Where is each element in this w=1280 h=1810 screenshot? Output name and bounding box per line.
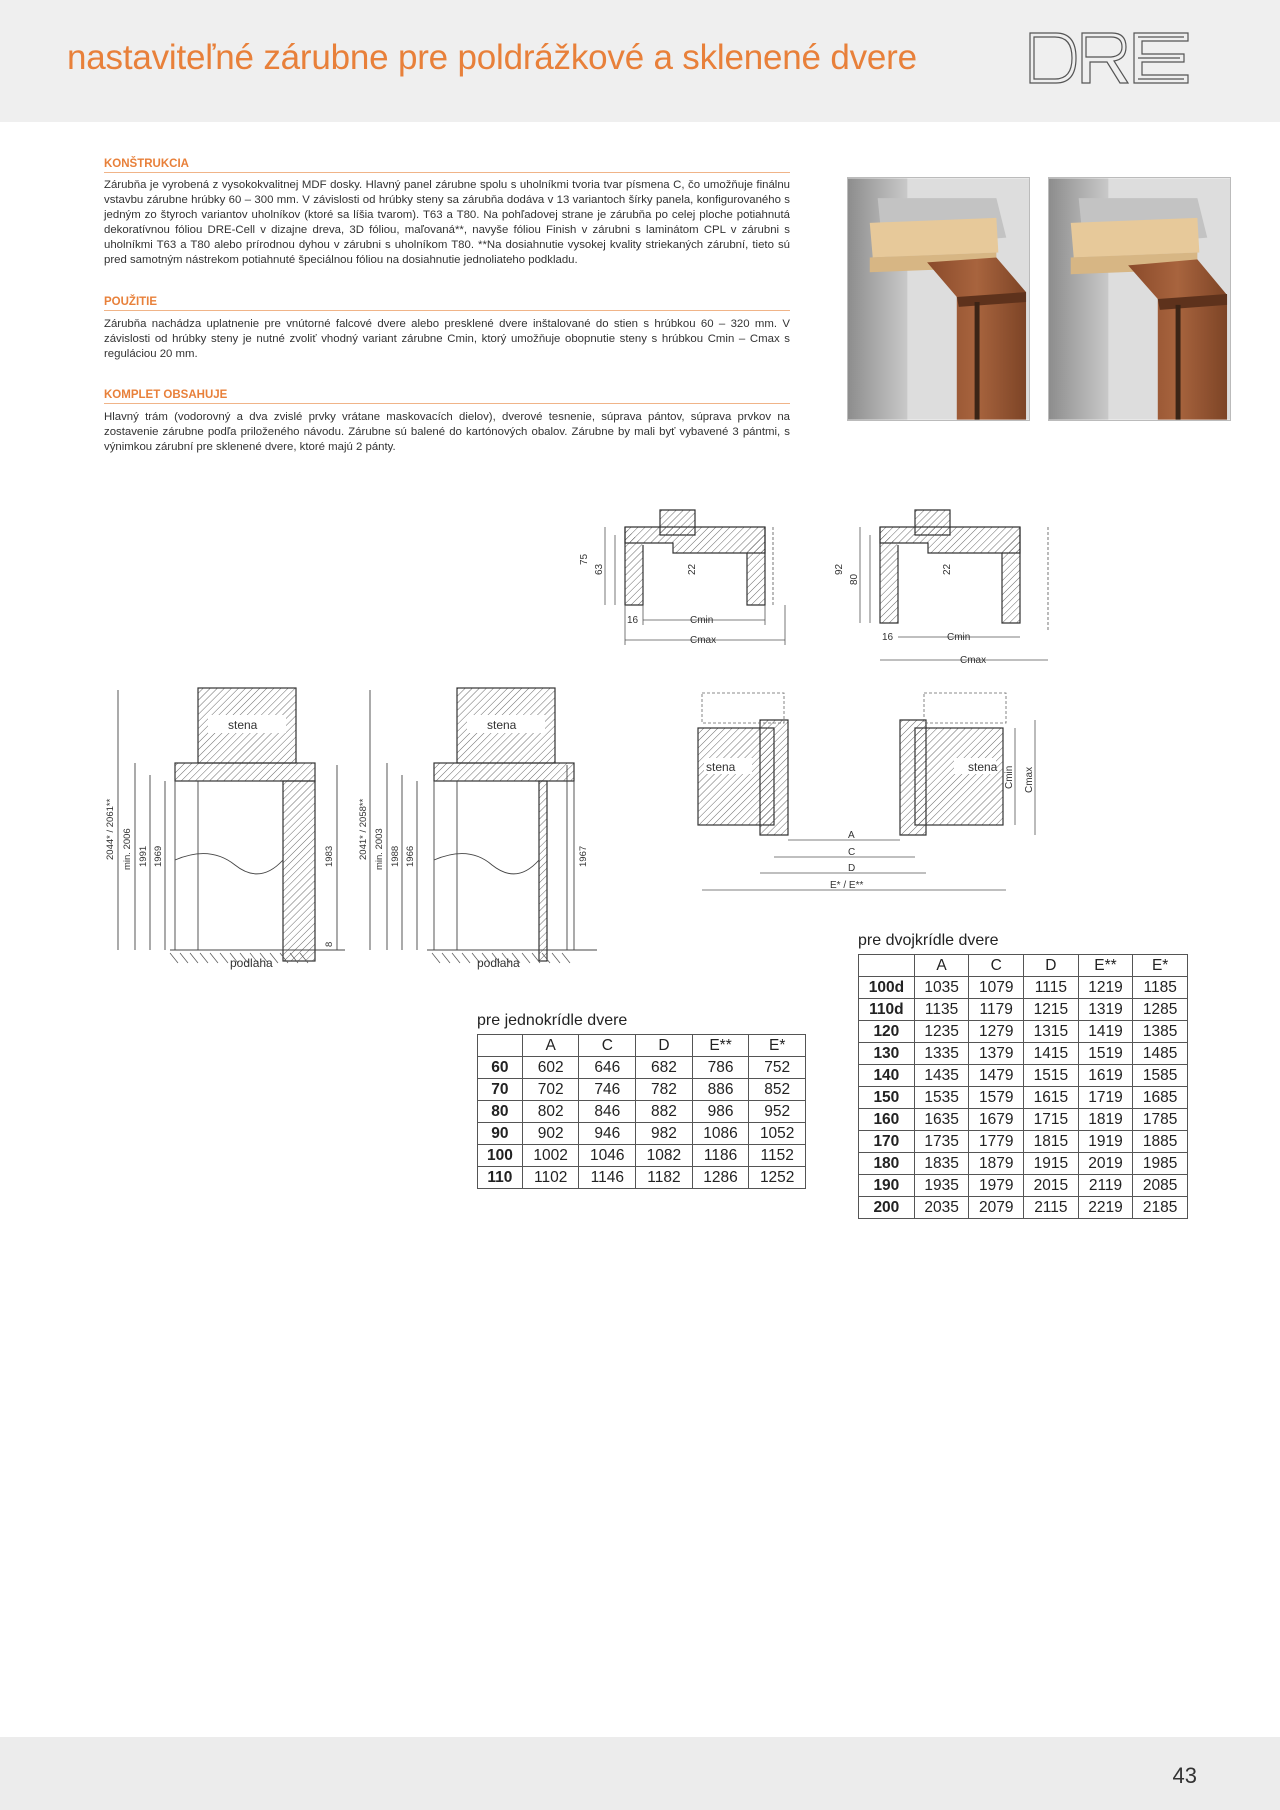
table-cell: 2079	[969, 1197, 1024, 1219]
table-cell: 1435	[914, 1065, 969, 1087]
table-row	[478, 1145, 806, 1167]
table-cell: 1979	[969, 1175, 1024, 1197]
table-cell: 1419	[1078, 1021, 1133, 1043]
table-row	[859, 1043, 1188, 1065]
page-footer	[0, 1737, 1280, 1810]
table-cell: 1815	[1024, 1131, 1079, 1153]
height-total: 2044* / 2061**	[105, 798, 116, 860]
table-cell: 1785	[1133, 1109, 1188, 1131]
frame-corner-image	[848, 178, 1029, 420]
table-cell: 1315	[1024, 1021, 1079, 1043]
table-cell: 1515	[1024, 1065, 1079, 1087]
table-cell: 1235	[914, 1021, 969, 1043]
wall-label-left: stena	[706, 760, 736, 774]
table-cell: 1079	[969, 977, 1024, 999]
table-cell: 952	[749, 1101, 806, 1123]
pouzitie-text: Zárubňa nachádza uplatnenie pre vnútorné falcové dvere alebo presklené dvere inštalované do stien s hrúbkou 60 – 320 mm. V závislosti od hrúbky steny je nutné zvoliť vhodný variant zárubne Cmin, ktorý umožňuje obopnutie steny s hrúbkou Cmin – Cmax s reguláciou 20 mm.	[104, 318, 790, 360]
table-cell: 1285	[1133, 999, 1188, 1021]
table-cell: 1819	[1078, 1109, 1133, 1131]
table-row	[859, 1087, 1188, 1109]
table-cell: 1186	[692, 1145, 749, 1167]
elevation-diagram-t63	[100, 685, 345, 985]
table-row	[478, 1057, 806, 1079]
height-min: min. 2006	[122, 828, 133, 870]
double-door-table-caption: pre dvojkrídle dvere	[858, 932, 999, 949]
table-row	[859, 1153, 1188, 1175]
column-header: C	[969, 955, 1024, 977]
table-cell: 2115	[1024, 1197, 1079, 1219]
dim-16: 16	[882, 632, 894, 643]
column-header	[478, 1035, 523, 1057]
row-header-cell: 140	[859, 1065, 915, 1087]
elevation-diagram-t80	[358, 685, 597, 985]
row-header-cell: 130	[859, 1043, 915, 1065]
table-cell: 1035	[914, 977, 969, 999]
table-row	[478, 1079, 806, 1101]
dim-22: 22	[942, 563, 953, 575]
plan-diagram	[690, 685, 1050, 900]
table-row	[859, 999, 1188, 1021]
table-cell: 1535	[914, 1087, 969, 1109]
table-row	[859, 1197, 1188, 1219]
table-cell: 1115	[1024, 977, 1079, 999]
table-cell: 1885	[1133, 1131, 1188, 1153]
table-header-row	[478, 1035, 806, 1057]
table-cell: 2019	[1078, 1153, 1133, 1175]
frame-photo-t63	[847, 177, 1030, 421]
table-cell: 1152	[749, 1145, 806, 1167]
table-cell: 1052	[749, 1123, 806, 1145]
column-header: E*	[749, 1035, 806, 1057]
table-cell: 1082	[636, 1145, 693, 1167]
table-cell: 1615	[1024, 1087, 1079, 1109]
komplet-heading: KOMPLET OBSAHUJE	[104, 389, 790, 404]
pouzitie-heading: POUŽITIE	[104, 296, 790, 311]
table-cell: 1279	[969, 1021, 1024, 1043]
column-header: A	[914, 955, 969, 977]
dre-logo	[1028, 31, 1190, 85]
table-cell: 752	[749, 1057, 806, 1079]
table-cell: 1286	[692, 1167, 749, 1189]
table-cell: 746	[579, 1079, 636, 1101]
table-cell: 1185	[1133, 977, 1188, 999]
table-cell: 1379	[969, 1043, 1024, 1065]
row-header-cell: 110	[478, 1167, 523, 1189]
dim-16: 16	[627, 615, 639, 626]
table-cell: 1579	[969, 1087, 1024, 1109]
dim-80: 80	[849, 573, 860, 585]
table-cell: 946	[579, 1123, 636, 1145]
column-header: E**	[692, 1035, 749, 1057]
table-cell: 1715	[1024, 1109, 1079, 1131]
row-header-cell: 90	[478, 1123, 523, 1145]
table-cell: 1835	[914, 1153, 969, 1175]
table-row	[859, 1175, 1188, 1197]
table-cell: 902	[522, 1123, 579, 1145]
dim-22: 22	[687, 563, 698, 575]
page-number: 43	[1172, 1763, 1197, 1788]
dim-75: 75	[579, 553, 590, 565]
table-cell: 1215	[1024, 999, 1079, 1021]
height-1983: 1983	[324, 845, 335, 867]
column-header: E*	[1133, 955, 1188, 977]
table-cell: 1086	[692, 1123, 749, 1145]
dim-d: D	[848, 863, 856, 874]
table-cell: 886	[692, 1079, 749, 1101]
row-header-cell: 100	[478, 1145, 523, 1167]
dim-c: C	[848, 847, 856, 858]
dim-e: E* / E**	[830, 880, 864, 891]
table-cell: 782	[636, 1079, 693, 1101]
dim-cmin: Cmin	[690, 615, 714, 626]
table-cell: 2085	[1133, 1175, 1188, 1197]
table-cell: 1046	[579, 1145, 636, 1167]
table-cell: 602	[522, 1057, 579, 1079]
table-cell: 2219	[1078, 1197, 1133, 1219]
row-header-cell: 200	[859, 1197, 915, 1219]
table-cell: 1485	[1133, 1043, 1188, 1065]
dim-a: A	[848, 830, 855, 841]
table-cell: 1679	[969, 1109, 1024, 1131]
dim-cmax: Cmax	[690, 635, 717, 646]
dim-92: 92	[834, 563, 845, 575]
page-header	[0, 0, 1280, 122]
row-header-cell: 160	[859, 1109, 915, 1131]
table-cell: 682	[636, 1057, 693, 1079]
table-cell: 2035	[914, 1197, 969, 1219]
row-header-cell: 70	[478, 1079, 523, 1101]
height-1991: 1991	[138, 845, 149, 867]
column-header: C	[579, 1035, 636, 1057]
table-row	[478, 1167, 806, 1189]
table-row	[478, 1101, 806, 1123]
table-cell: 1519	[1078, 1043, 1133, 1065]
table-cell: 1479	[969, 1065, 1024, 1087]
table-cell: 1252	[749, 1167, 806, 1189]
table-cell: 986	[692, 1101, 749, 1123]
table-cell: 1735	[914, 1131, 969, 1153]
table-cell: 1319	[1078, 999, 1133, 1021]
row-header-cell: 100d	[859, 977, 915, 999]
wall-label-right: stena	[968, 760, 998, 774]
table-cell: 1619	[1078, 1065, 1133, 1087]
row-header-cell: 150	[859, 1087, 915, 1109]
table-cell: 1385	[1133, 1021, 1188, 1043]
row-header-cell: 60	[478, 1057, 523, 1079]
table-cell: 982	[636, 1123, 693, 1145]
table-cell: 1935	[914, 1175, 969, 1197]
height-min: min. 2003	[374, 828, 385, 870]
floor-label: podlaha	[230, 956, 273, 970]
table-cell: 1102	[522, 1167, 579, 1189]
row-header-cell: 80	[478, 1101, 523, 1123]
table-cell: 2015	[1024, 1175, 1079, 1197]
height-1967: 1967	[578, 845, 589, 867]
column-header: E**	[1078, 955, 1133, 977]
table-cell: 846	[579, 1101, 636, 1123]
table-row	[859, 1065, 1188, 1087]
table-cell: 1146	[579, 1167, 636, 1189]
row-header-cell: 190	[859, 1175, 915, 1197]
table-cell: 646	[579, 1057, 636, 1079]
height-1966: 1966	[405, 845, 416, 867]
column-header: A	[522, 1035, 579, 1057]
table-cell: 1002	[522, 1145, 579, 1167]
konstrukcia-text: Zárubňa je vyrobená z vysokokvalitnej MDF dosky. Hlavný panel zárubne spolu s uholníkmi tvoria tvar písmena C, čo umožňuje finálnu vstavbu zárubne hrúbky 60 – 300 mm. V závislosti od hrúbky steny sa zárubňa dodáva v 13 variantoch šírky panela, konfigurovaného s jedným zo štyroch variantov uholníkov (ktoré sa líšia tvarom). T63 a T80. Na pohľadovej strane je zárubňa po celej ploche potiahnutá dekoratívnou fóliou DRE-Cell v dizajne dreva, 3D fóliou, maľovaná**, navyše fóliou Finish v zárubni s laminátom CPL v zárubni s uholníkmi T63 a T80 alebo prírodnou dyhou v zárubni s uholníkom T80. **Na dosiahnutie vysokej kvality striekaných zárubní, tieto sú pred samotným nástrekom potiahnuté špeciálnou fóliou na dosiahnutie jednoliateho podkladu.	[104, 179, 790, 266]
wall-label: stena	[228, 718, 258, 732]
table-cell: 1635	[914, 1109, 969, 1131]
dim-cmin: Cmin	[947, 632, 971, 643]
single-door-table-caption: pre jednokrídle dvere	[477, 1012, 628, 1029]
column-header	[859, 955, 915, 977]
table-row	[859, 1021, 1188, 1043]
table-cell: 1719	[1078, 1087, 1133, 1109]
dim-cmax: Cmax	[1024, 766, 1035, 793]
komplet-text: Hlavný trám (vodorovný a dva zvislé prvky vrátane maskovacích dielov), dverové tesnenie, súprava pántov, súprava prvkov na zostavenie zárubne podľa priloženého návodu. Zárubne sú balené do kartónových obalov. Zárubne by mali byť vybavené 3 pántmi, s výnimkou zárubní pre sklenené dvere, ktoré majú 2 pánty.	[104, 411, 790, 453]
row-header-cell: 110d	[859, 999, 915, 1021]
height-total: 2041* / 2058**	[358, 798, 369, 860]
profile-diagram-t80	[830, 505, 1075, 675]
table-cell: 786	[692, 1057, 749, 1079]
table-cell: 1585	[1133, 1065, 1188, 1087]
dim-63: 63	[594, 563, 605, 575]
table-row	[478, 1123, 806, 1145]
table-cell: 1879	[969, 1153, 1024, 1175]
gap-8: 8	[324, 941, 335, 947]
table-cell: 1335	[914, 1043, 969, 1065]
column-header: D	[1024, 955, 1079, 977]
single-door-table	[477, 1034, 806, 1189]
table-cell: 852	[749, 1079, 806, 1101]
frame-photo-t80	[1048, 177, 1231, 421]
table-cell: 802	[522, 1101, 579, 1123]
table-cell: 1779	[969, 1131, 1024, 1153]
double-door-table	[858, 954, 1188, 1219]
height-1969: 1969	[153, 845, 164, 867]
dim-cmax: Cmax	[960, 655, 987, 666]
page-title: nastaviteľné zárubne pre poldrážkové a sklenené dvere	[67, 38, 917, 77]
row-header-cell: 120	[859, 1021, 915, 1043]
table-cell: 702	[522, 1079, 579, 1101]
frame-corner-image	[1049, 178, 1230, 420]
konstrukcia-heading: KONŠTRUKCIA	[104, 158, 790, 173]
table-row	[859, 1131, 1188, 1153]
floor-label: podlaha	[477, 956, 520, 970]
profile-diagram-t63	[575, 505, 820, 675]
table-cell: 1219	[1078, 977, 1133, 999]
height-1988: 1988	[390, 845, 401, 867]
wall-label: stena	[487, 718, 517, 732]
table-row	[859, 1109, 1188, 1131]
table-cell: 882	[636, 1101, 693, 1123]
table-cell: 1179	[969, 999, 1024, 1021]
table-row	[859, 977, 1188, 999]
table-cell: 1685	[1133, 1087, 1188, 1109]
row-header-cell: 180	[859, 1153, 915, 1175]
table-cell: 1919	[1078, 1131, 1133, 1153]
column-header: D	[636, 1035, 693, 1057]
table-cell: 2185	[1133, 1197, 1188, 1219]
table-cell: 1985	[1133, 1153, 1188, 1175]
row-header-cell: 170	[859, 1131, 915, 1153]
table-cell: 1415	[1024, 1043, 1079, 1065]
table-cell: 1915	[1024, 1153, 1079, 1175]
table-header-row	[859, 955, 1188, 977]
dim-cmin: Cmin	[1004, 765, 1015, 789]
table-cell: 1135	[914, 999, 969, 1021]
table-cell: 2119	[1078, 1175, 1133, 1197]
table-cell: 1182	[636, 1167, 693, 1189]
